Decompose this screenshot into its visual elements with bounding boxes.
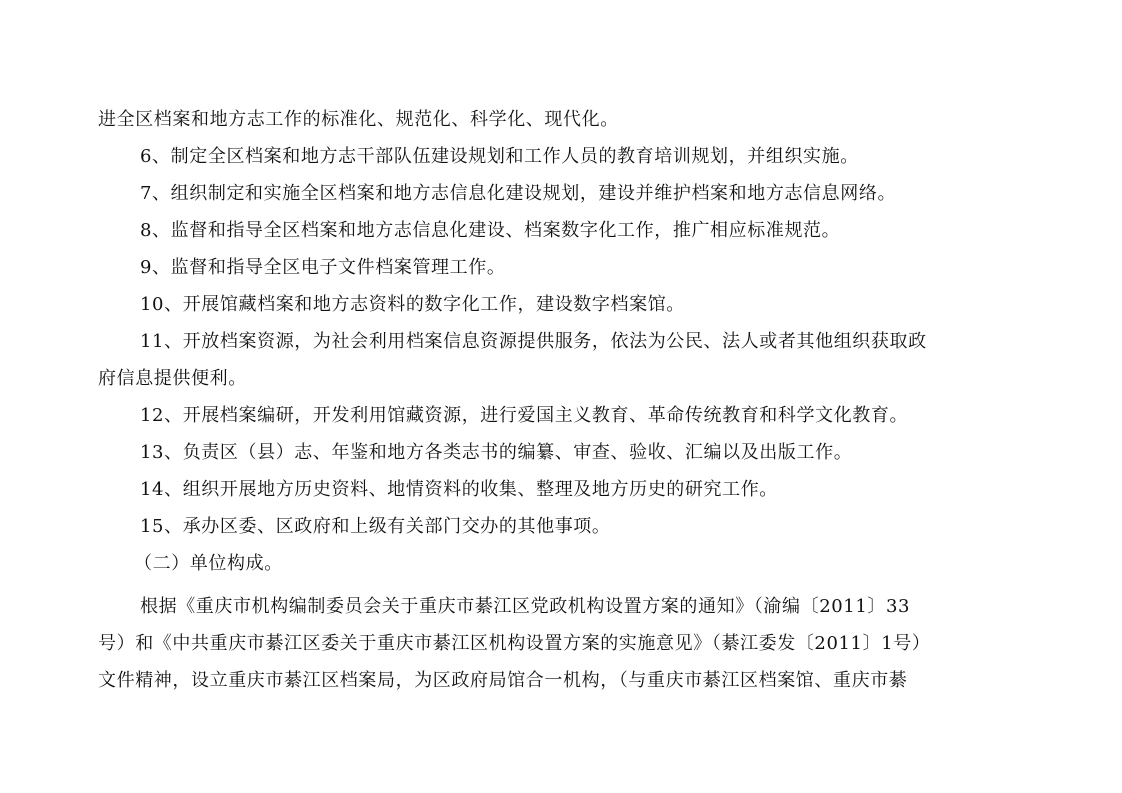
list-item: 8、监督和指导全区档案和地方志信息化建设、档案数字化工作，推广相应标准规范。: [140, 220, 841, 241]
list-item: 15、承办区委、区政府和上级有关部门交办的其他事项。: [140, 516, 611, 537]
paragraph-line: 根据《重庆市机构编制委员会关于重庆市綦江区党政机构设置方案的通知》（渝编〔2011〕33: [140, 596, 911, 617]
paragraph-line: 文件精神，设立重庆市綦江区档案局，为区政府局馆合一机构，（与重庆市綦江区档案馆、重庆市綦: [98, 670, 908, 691]
paragraph-line: 府信息提供便利。: [98, 368, 247, 389]
list-item: 12、开展档案编研，开发利用馆藏资源，进行爱国主义教育、革命传统教育和科学文化教育。: [140, 405, 909, 426]
list-item: 9、监督和指导全区电子文件档案管理工作。: [140, 257, 506, 278]
list-item: 13、负责区（县）志、年鉴和地方各类志书的编纂、审查、验收、汇编以及出版工作。: [140, 442, 853, 463]
list-item: 7、组织制定和实施全区档案和地方志信息化建设规划，建设并维护档案和地方志信息网络。: [140, 183, 897, 204]
paragraph-line: 进全区档案和地方志工作的标准化、规范化、科学化、现代化。: [98, 109, 619, 130]
paragraph-line: 号）和《中共重庆市綦江区委关于重庆市綦江区机构设置方案的实施意见》（綦江委发〔2011〕1号）: [98, 633, 931, 654]
list-item: 6、制定全区档案和地方志干部队伍建设规划和工作人员的教育培训规划，并组织实施。: [140, 146, 859, 167]
list-item: 10、开展馆藏档案和地方志资料的数字化工作，建设数字档案馆。: [140, 294, 685, 315]
list-item: 14、组织开展地方历史资料、地情资料的收集、整理及地方历史的研究工作。: [140, 479, 778, 500]
list-item: 11、开放档案资源，为社会利用档案信息资源提供服务，依法为公民、法人或者其他组织获取政: [140, 331, 927, 352]
section-heading: （二）单位构成。: [134, 553, 283, 574]
